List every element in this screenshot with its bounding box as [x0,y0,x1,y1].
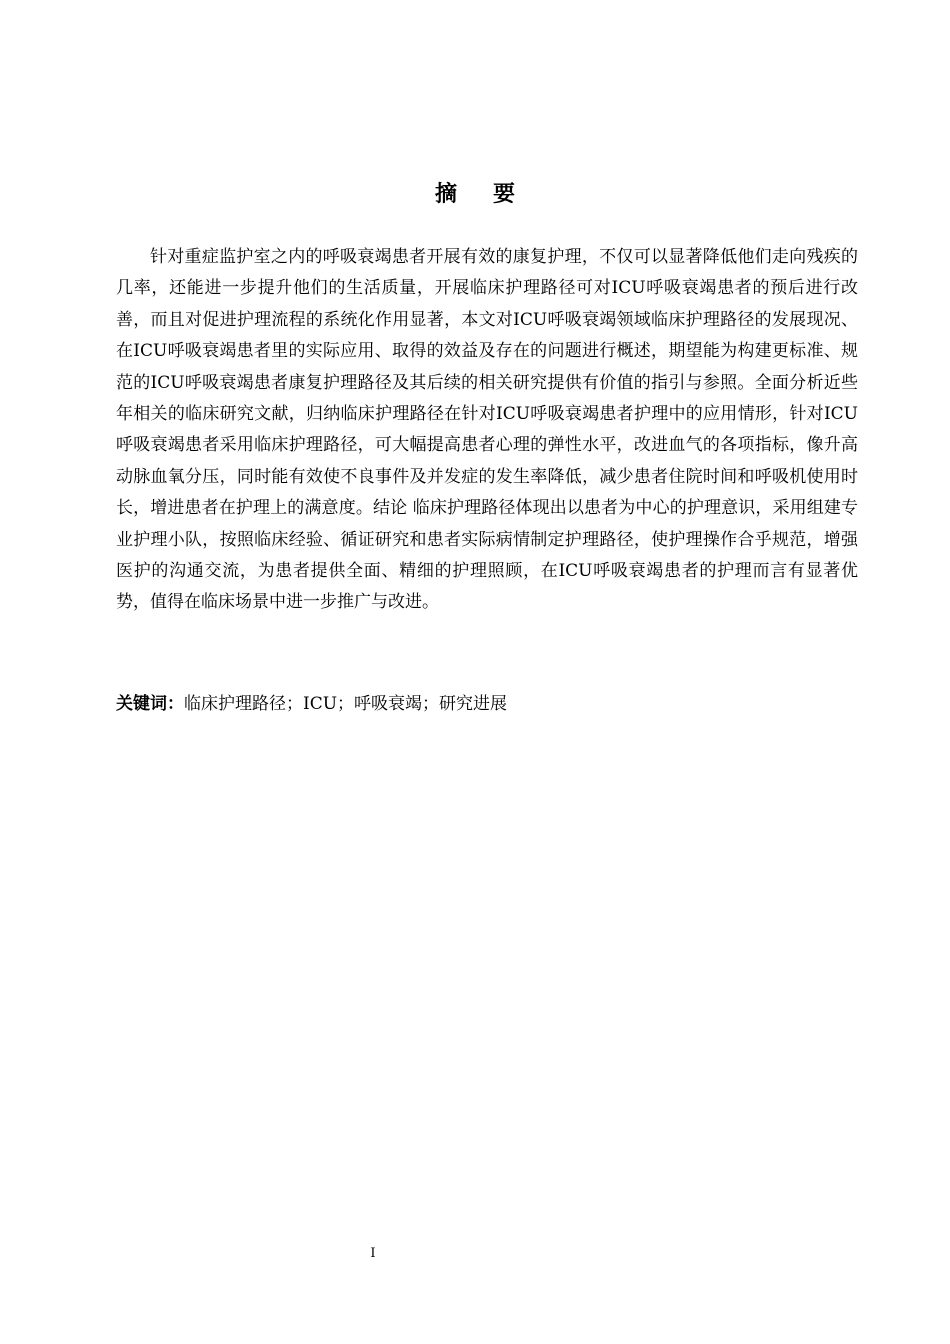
keywords-line [116,690,858,718]
keywords-label: 关键词： [116,694,184,714]
page-number: I [370,1246,376,1261]
abstract-body: 针对重症监护室之内的呼吸衰竭患者开展有效的康复护理，不仅可以显著降低他们走向残疾的几率，还能进一步提升他们的生活质量，开展临床护理路径可对ICU呼吸衰竭患者的预后进行改善，而且对促进护理流程的系统化作用显著，本文对ICU呼吸衰竭领域临床护理路径的发展现况、在ICU呼吸衰竭患者里的实际应用、取得的效益及存在的问题进行概述，期望能为构建更标准、规范的ICU呼吸衰竭患者康复护理路径及其后续的相关研究提供有价值的指引与参照。全面分析近些年相关的临床研究文献，归纳临床护理路径在针对ICU呼吸衰竭患者护理中的应用情形，针对ICU呼吸衰竭患者采用临床护理路径，可大幅提高患者心理的弹性水平，改进血气的各项指标，像升高动脉血氧分压，同时能有效使不良事件及并发症的发生率降低，减少患者住院时间和呼吸机使用时长，增进患者在护理上的满意度。结论 临床护理路径体现出以患者为中心的护理意识，采用组建专业护理小队，按照临床经验、循证研究和患者实际病情制定护理路径，使护理操作合乎规范，增强医护的沟通交流，为患者提供全面、精细的护理照顾，在ICU呼吸衰竭患者的护理而言有显著优势，值得在临床场景中进一步推广与改进。 [116,247,858,613]
keywords-text: 临床护理路径；ICU；呼吸衰竭；研究进展 [184,694,508,714]
abstract-title: 摘要 [434,182,551,207]
